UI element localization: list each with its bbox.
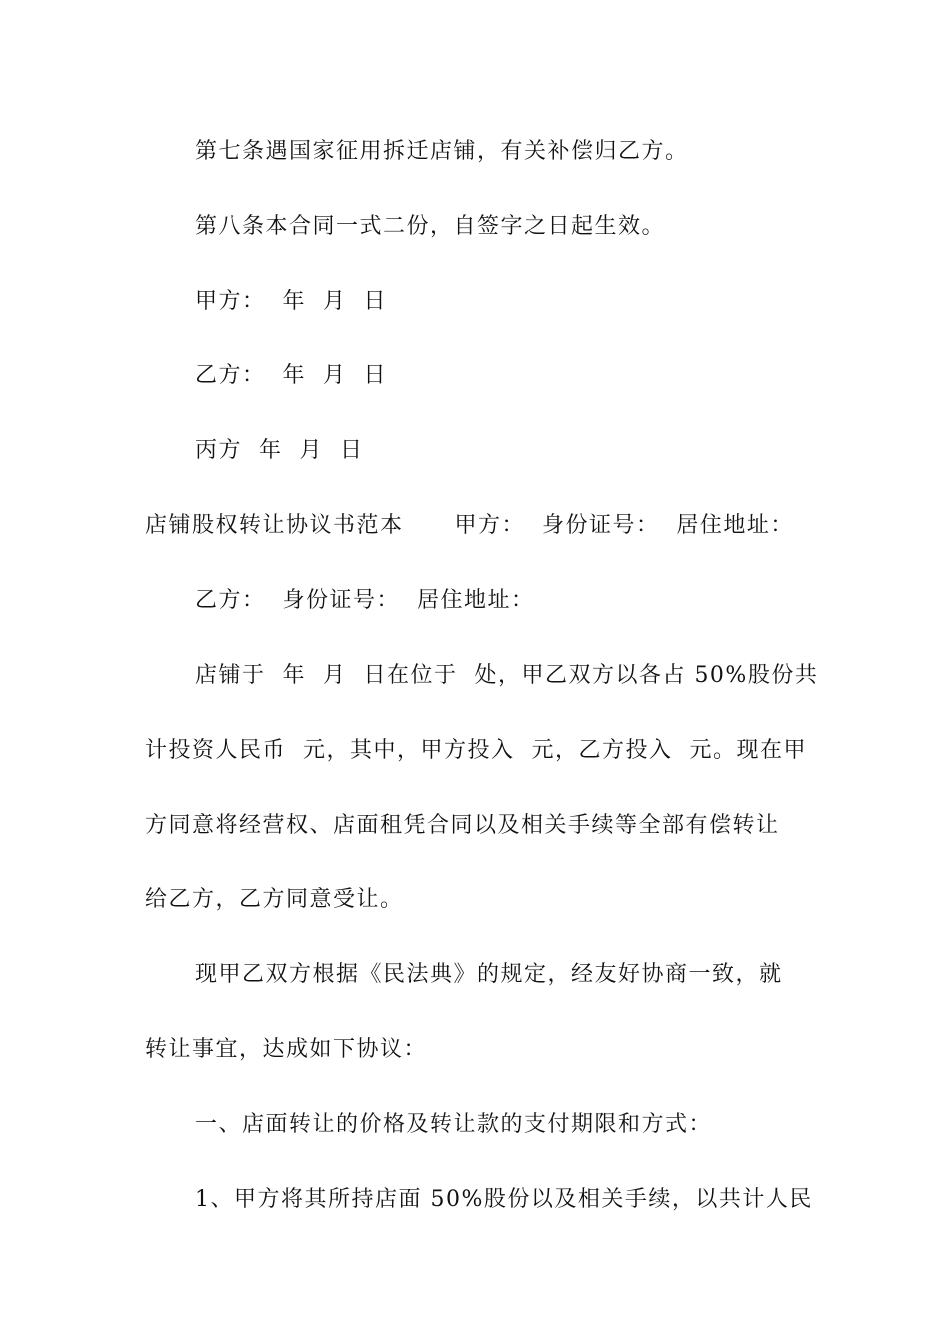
party-b-info: 乙方： 身份证号： 居住地址： bbox=[195, 588, 535, 613]
template-title-and-party-a-info: 店铺股权转让协议书范本 甲方： 身份证号： 居住地址： bbox=[145, 513, 794, 538]
paragraph-agreement-line-2: 转让事宜，达成如下协议： bbox=[145, 1037, 428, 1062]
section-1-heading: 一、店面转让的价格及转让款的支付期限和方式： bbox=[195, 1112, 713, 1137]
paragraph-shop-line-2: 计投资人民币 元，其中，甲方投入 元，乙方投入 元。现在甲 bbox=[145, 738, 807, 763]
clause-7: 第七条遇国家征用拆迁店铺，有关补偿归乙方。 bbox=[195, 139, 689, 164]
paragraph-shop-line-4: 给乙方，乙方同意受让。 bbox=[145, 887, 404, 912]
party-c-signature-date: 丙方 年 月 日 bbox=[195, 438, 364, 463]
party-a-signature-date: 甲方： 年 月 日 bbox=[195, 289, 387, 314]
paragraph-agreement-line-1: 现甲乙双方根据《民法典》的规定，经友好协商一致，就 bbox=[195, 962, 783, 987]
clause-8: 第八条本合同一式二份，自签字之日起生效。 bbox=[195, 214, 666, 239]
party-b-signature-date: 乙方： 年 月 日 bbox=[195, 363, 387, 388]
section-1-item-1: 1、甲方将其所持店面 50%股份以及相关手续，以共计人民 bbox=[195, 1187, 813, 1212]
paragraph-shop-line-1: 店铺于 年 月 日在位于 处，甲乙双方以各占 50%股份共 bbox=[195, 663, 819, 688]
paragraph-shop-line-3: 方同意将经营权、店面租凭合同以及相关手续等全部有偿转让 bbox=[145, 813, 780, 838]
